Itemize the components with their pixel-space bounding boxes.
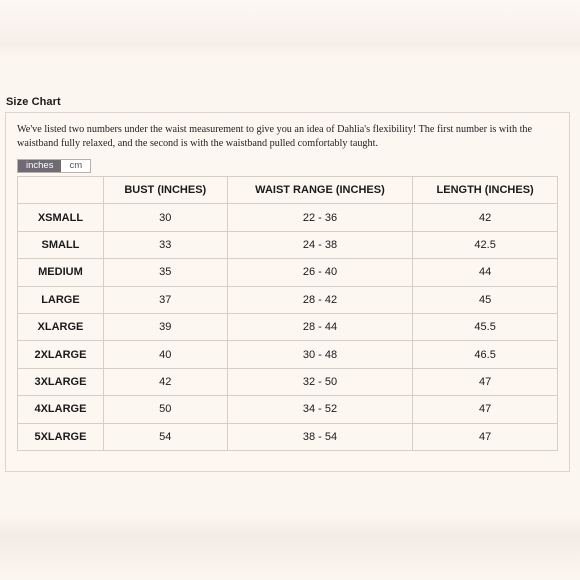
table-row xyxy=(18,423,558,450)
bust-cell: 33 xyxy=(103,231,227,258)
description-text: We've listed two numbers under the waist measurement to give you an idea of Dahlia's flexibility! The first number is with the waistband fully relaxed, and the second is with the waistband pulled comfortably taught. xyxy=(17,124,533,149)
length-cell: 42 xyxy=(413,204,558,231)
waist-cell: 28 - 42 xyxy=(227,286,413,313)
bottom-background-band xyxy=(0,516,580,580)
waist-cell: 26 - 40 xyxy=(227,259,413,286)
length-cell: 42.5 xyxy=(413,231,558,258)
waist-cell: 38 - 54 xyxy=(227,423,413,450)
waist-cell: 32 - 50 xyxy=(227,368,413,395)
header-size xyxy=(18,177,104,204)
header-length: LENGTH (INCHES) xyxy=(413,177,558,204)
table-row xyxy=(18,341,558,368)
bust-cell: 37 xyxy=(103,286,227,313)
length-cell: 45.5 xyxy=(413,313,558,340)
bust-cell: 42 xyxy=(103,368,227,395)
unit-cm-button[interactable]: cm xyxy=(61,160,90,172)
table-row xyxy=(18,313,558,340)
size-table xyxy=(17,176,558,451)
bust-cell: 30 xyxy=(103,204,227,231)
length-cell: 45 xyxy=(413,286,558,313)
size-cell: LARGE xyxy=(18,286,104,313)
bust-cell: 35 xyxy=(103,259,227,286)
size-cell: 4XLARGE xyxy=(18,396,104,423)
bust-cell: 54 xyxy=(103,423,227,450)
table-row xyxy=(18,259,558,286)
table-row xyxy=(18,396,558,423)
size-cell: XSMALL xyxy=(18,204,104,231)
table-header-row xyxy=(18,177,558,204)
unit-toggle xyxy=(17,159,91,173)
unit-inches-button[interactable]: inches xyxy=(18,160,61,172)
page-title: Size Chart xyxy=(6,96,61,108)
length-cell: 44 xyxy=(413,259,558,286)
size-cell: 3XLARGE xyxy=(18,368,104,395)
table-row xyxy=(18,286,558,313)
length-cell: 47 xyxy=(413,396,558,423)
size-cell: 2XLARGE xyxy=(18,341,104,368)
length-cell: 47 xyxy=(413,368,558,395)
header-bust: BUST (INCHES) xyxy=(103,177,227,204)
top-background-band xyxy=(0,0,580,56)
waist-cell: 30 - 48 xyxy=(227,341,413,368)
bust-cell: 50 xyxy=(103,396,227,423)
size-cell: SMALL xyxy=(18,231,104,258)
table-row xyxy=(18,204,558,231)
header-waist: WAIST RANGE (INCHES) xyxy=(227,177,413,204)
bust-cell: 39 xyxy=(103,313,227,340)
length-cell: 46.5 xyxy=(413,341,558,368)
waist-cell: 34 - 52 xyxy=(227,396,413,423)
size-cell: XLARGE xyxy=(18,313,104,340)
size-cell: MEDIUM xyxy=(18,259,104,286)
length-cell: 47 xyxy=(413,423,558,450)
size-cell: 5XLARGE xyxy=(18,423,104,450)
table-row xyxy=(18,231,558,258)
table-row xyxy=(18,368,558,395)
waist-cell: 28 - 44 xyxy=(227,313,413,340)
waist-cell: 24 - 38 xyxy=(227,231,413,258)
waist-cell: 22 - 36 xyxy=(227,204,413,231)
bust-cell: 40 xyxy=(103,341,227,368)
